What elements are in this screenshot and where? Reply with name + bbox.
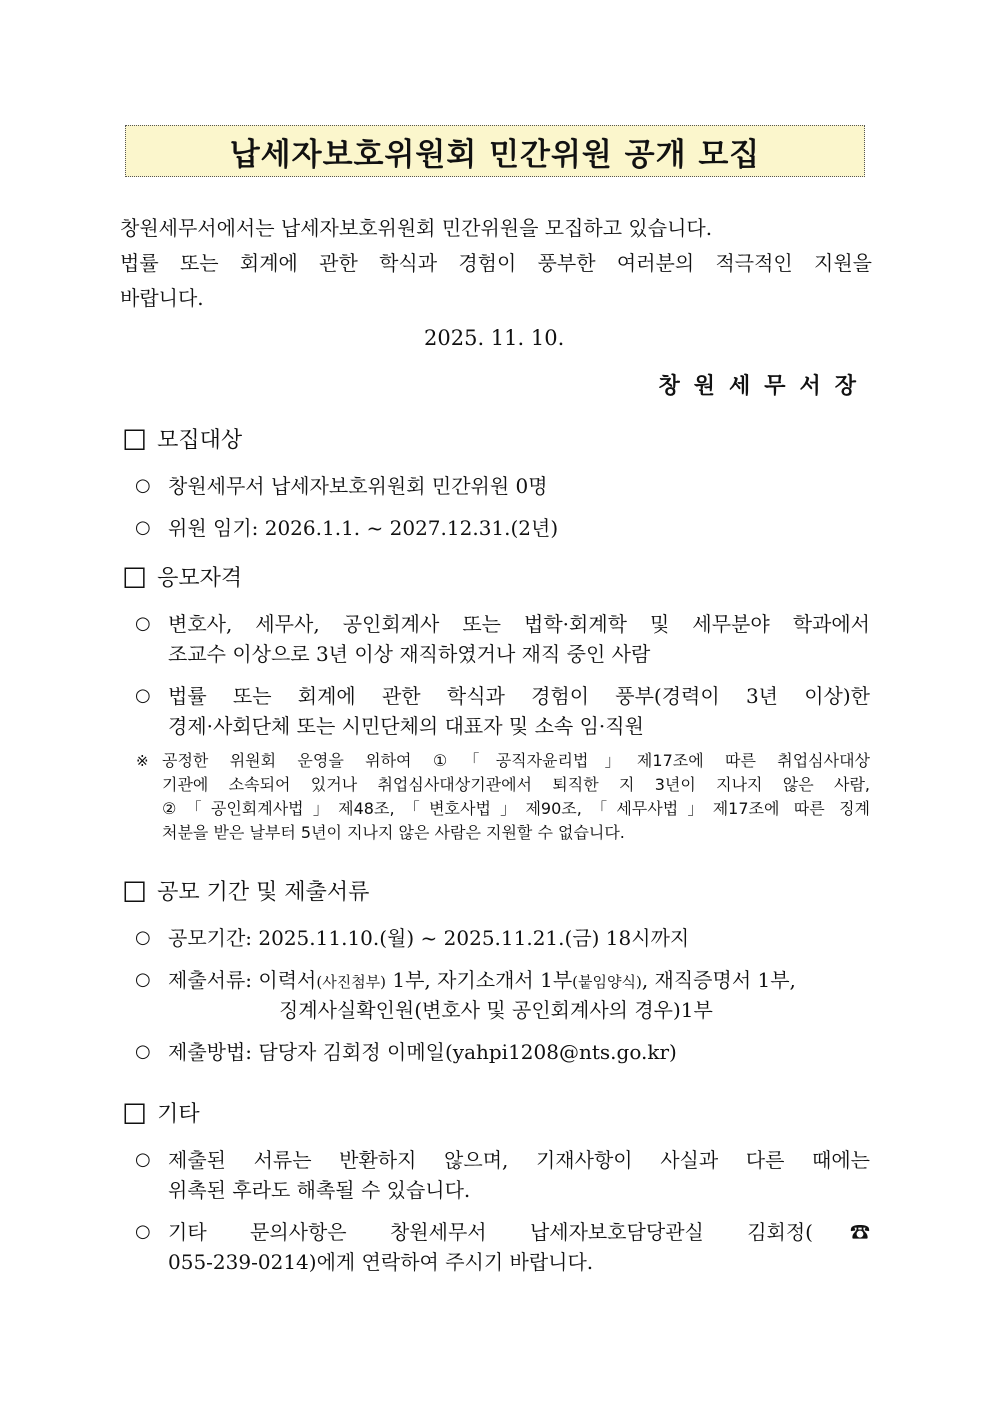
section-period-title: 공모 기간 및 제출서류 (157, 880, 370, 905)
qualification-item-2-line-2: 경제·사회단체 또는 시민단체의 대표자 및 소속 임·직원 (168, 714, 644, 738)
documents-resume: 이력서 (258, 968, 317, 992)
documents-intro-note: (붙임양식) (572, 973, 642, 991)
checkbox-square-icon: ☐ (122, 424, 148, 457)
bullet-circle-icon: ○ (135, 1149, 151, 1170)
bullet-circle-icon: ○ (135, 927, 151, 948)
section-target-heading (122, 424, 243, 457)
notice-date: 2025. 11. 10. (424, 326, 565, 350)
bullet-circle-icon: ○ (135, 1221, 151, 1242)
bullet-circle-icon: ○ (135, 1041, 151, 1062)
section-etc-title: 기타 (157, 1102, 200, 1127)
checkbox-square-icon: ☐ (122, 1098, 148, 1131)
qualification-note-line-3: ②「공인회계사법」제48조,「변호사법」제90조,「세무사법」제17조에 따른 징계 (162, 799, 870, 818)
period-item-3: 제출방법: 담당자 김회정 이메일(yahpi1208@nts.go.kr) (168, 1040, 677, 1064)
period-item-2-line-2: 징계사실확인원(변호사 및 공인회계사의 경우)1부 (279, 998, 713, 1022)
bullet-circle-icon: ○ (135, 969, 151, 990)
page-title: 납세자보호위원회 민간위원 공개 모집 (229, 136, 761, 173)
etc-item-2-line-2: 055-239-0214)에게 연락하여 주시기 바랍니다. (168, 1250, 594, 1274)
documents-intro: 1부, 자기소개서 1부 (386, 968, 573, 992)
bullet-circle-icon: ○ (135, 685, 151, 706)
signer-name: 창원세무서장 (658, 373, 870, 399)
qualification-item-1-line-2: 조교수 이상으로 3년 이상 재직하였거나 재직 중인 사람 (168, 642, 651, 666)
bullet-circle-icon: ○ (135, 613, 151, 634)
qualification-note-line-2: 기관에 소속되어 있거나 취업심사대상기관에서 퇴직한 지 3년이 지나지 않은 사람, (162, 775, 870, 794)
bullet-circle-icon: ○ (135, 517, 151, 538)
title-banner (125, 125, 865, 177)
section-qualification-heading (122, 562, 243, 595)
intro-line-3: 바랍니다. (120, 286, 204, 310)
qualification-item-2-line-1: 법률 또는 회계에 관한 학식과 경험이 풍부(경력이 3년 이상)한 (168, 684, 870, 708)
bullet-circle-icon: ○ (135, 475, 151, 496)
etc-item-1-line-2: 위촉된 후라도 해촉될 수 있습니다. (168, 1178, 471, 1202)
note-mark-icon: ※ (136, 752, 149, 770)
section-etc-heading (122, 1098, 200, 1131)
qualification-note-line-1: 공정한 위원회 운영을 위하여 ①「공직자윤리법」제17조에 따른 취업심사대상 (162, 751, 870, 770)
intro-line-2: 법률 또는 회계에 관한 학식과 경험이 풍부한 여러분의 적극적인 지원을 (120, 251, 872, 275)
section-target-title: 모집대상 (157, 428, 243, 453)
etc-item-2-line-1: 기타 문의사항은 창원세무서 납세자보호담당관실 김회정(☎ (168, 1220, 870, 1244)
documents-resume-note: (사진첨부) (316, 973, 387, 991)
section-period-heading (122, 876, 370, 909)
target-item-2: 위원 임기: 2026.1.1. ~ 2027.12.31.(2년) (168, 516, 559, 540)
etc-item-1-line-1: 제출된 서류는 반환하지 않으며, 기재사항이 사실과 다른 때에는 (168, 1148, 870, 1172)
period-item-1: 공모기간: 2025.11.10.(월) ~ 2025.11.21.(금) 18시까지 (168, 926, 690, 950)
section-qualification-title: 응모자격 (157, 566, 243, 591)
target-item-1: 창원세무서 납세자보호위원회 민간위원 0명 (168, 474, 548, 498)
checkbox-square-icon: ☐ (122, 876, 148, 909)
qualification-item-1-line-1: 변호사, 세무사, 공인회계사 또는 법학·회계학 및 세무분야 학과에서 (168, 612, 870, 636)
checkbox-square-icon: ☐ (122, 562, 148, 595)
period-item-2-line-1 (168, 968, 796, 994)
documents-label: 제출서류: (168, 968, 253, 992)
documents-employment: , 재직증명서 1부, (641, 968, 796, 992)
qualification-note-line-4: 처분을 받은 날부터 5년이 지나지 않은 사람은 지원할 수 없습니다. (162, 823, 625, 842)
intro-line-1: 창원세무서에서는 납세자보호위원회 민간위원을 모집하고 있습니다. (120, 216, 713, 240)
